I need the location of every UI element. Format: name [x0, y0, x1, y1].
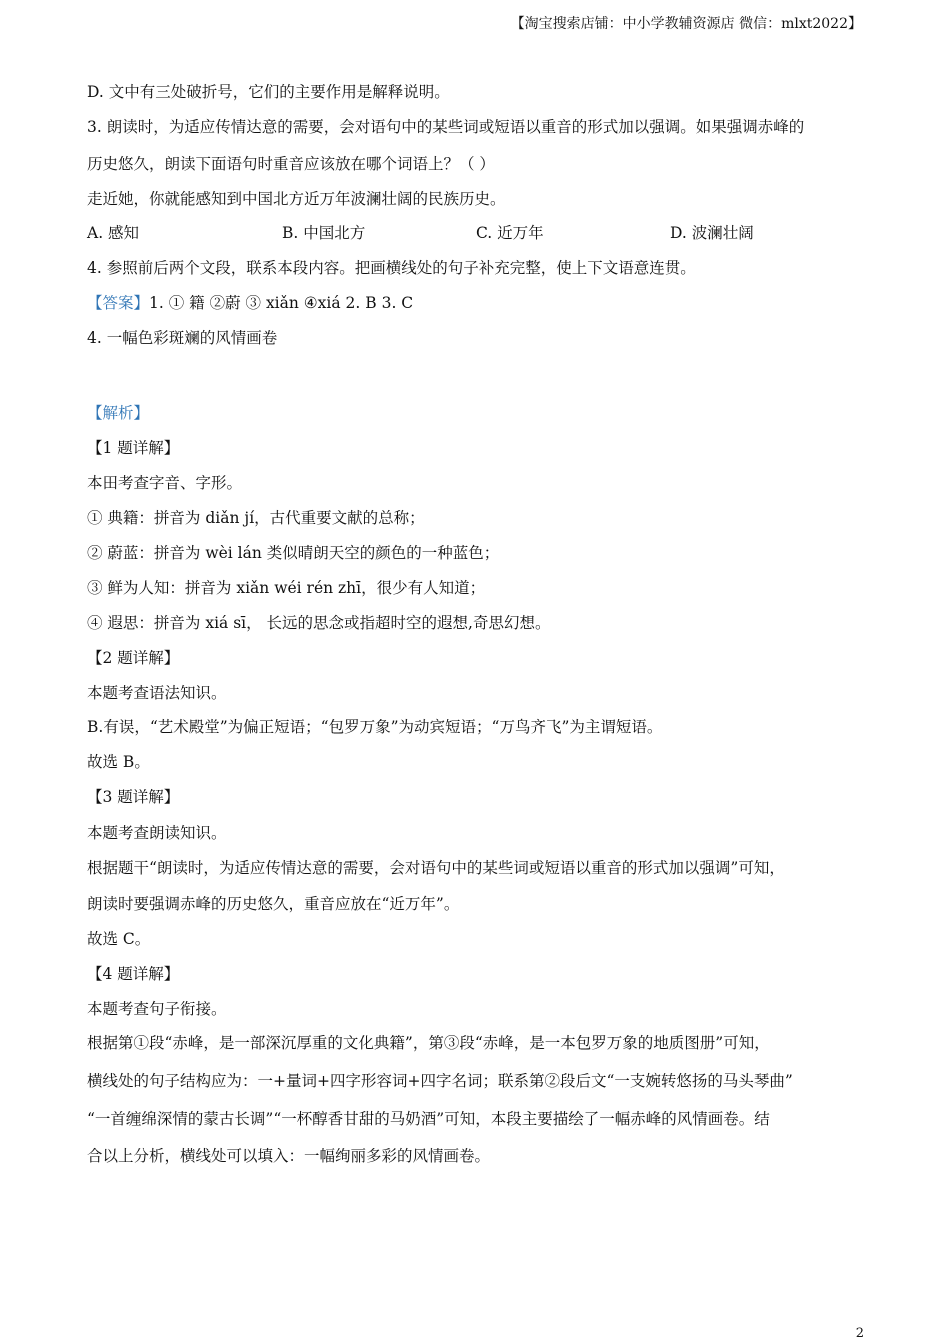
page-number: 2 — [855, 1326, 864, 1341]
answer-label: 【答案】 — [87, 294, 150, 312]
analysis-line: ④ 遐思：拼音为 xiá sī， 长远的思念或指超时空的遐想,奇思幻想。 — [87, 614, 551, 632]
analysis-label: 【解析】 — [87, 404, 150, 422]
analysis-line: ① 典籍：拼音为 diǎn jí，古代重要文献的总称； — [87, 509, 425, 527]
analysis-line: ③ 鲜为人知：拼音为 xiǎn wéi rén zhī，很少有人知道； — [87, 579, 486, 597]
answer-line — [87, 293, 860, 313]
analysis-line: 故选 B。 — [87, 753, 150, 771]
analysis-line: 【1 题详解】 — [87, 439, 180, 457]
question-3-stem-line2: 历史悠久，朗读下面语句时重音应该放在哪个词语上？（ ） — [87, 155, 495, 173]
question-3-sentence: 走近她，你就能感知到中国北方近万年波澜壮阔的民族历史。 — [87, 190, 506, 208]
analysis-line: 本题考查语法知识。 — [87, 684, 227, 702]
analysis-line: B.有误，“艺术殿堂”为偏正短语；“包罗万象”为动宾短语；“万鸟齐飞”为主谓短语。 — [87, 718, 663, 736]
analysis-line: 根据第①段“赤峰，是一部深沉厚重的文化典籍”，第③段“赤峰，是一本包罗万象的地质图册”可知， — [87, 1034, 770, 1052]
option-d: D. 波澜壮阔 — [670, 224, 754, 242]
analysis-line: 根据题干“朗读时，为适应传情达意的需要，会对语句中的某些词或短语以重音的形式加以强调”可知， — [87, 859, 785, 877]
analysis-line: 横线处的句子结构应为：一+量词+四字形容词+四字名词；联系第②段后文“一支婉转悠扬的马头琴曲” — [87, 1072, 793, 1090]
analysis-line: 【3 题详解】 — [87, 788, 180, 806]
analysis-line: 合以上分析，横线处可以填入：一幅绚丽多彩的风情画卷。 — [87, 1147, 491, 1165]
question-4-stem: 4. 参照前后两个文段，联系本段内容。把画横线处的句子补充完整，使上下文语意连贯。 — [87, 259, 696, 277]
analysis-line: 【2 题详解】 — [87, 649, 180, 667]
analysis-line: 本题考查句子衔接。 — [87, 1000, 227, 1018]
header-note: 【淘宝搜索店铺：中小学教辅资源店 微信：mlxt2022】 — [510, 16, 862, 32]
analysis-line: 本田考查字音、字形。 — [87, 474, 243, 492]
analysis-line: 朗读时要强调赤峰的历史悠久，重音应放在“近万年”。 — [87, 895, 460, 913]
answer-text: 1. ① 籍 ②蔚 ③ xiǎn ④xiá 2. B 3. C — [149, 294, 414, 312]
analysis-line: 故选 C。 — [87, 930, 151, 948]
question-3-stem-line1: 3. 朗读时，为适应传情达意的需要，会对语句中的某些词或短语以重音的形式加以强调。如果强调赤峰的 — [87, 118, 805, 136]
analysis-line: 【4 题详解】 — [87, 965, 180, 983]
option-b: B. 中国北方 — [282, 224, 366, 242]
option-c: C. 近万年 — [476, 224, 544, 242]
analysis-line: 本题考查朗读知识。 — [87, 824, 227, 842]
option-a: A. 感知 — [87, 224, 140, 242]
option-d-line: D. 文中有三处破折号，它们的主要作用是解释说明。 — [87, 83, 450, 101]
analysis-line: “一首缠绵深情的蒙古长调”“一杯醇香甘甜的马奶酒”可知，本段主要描绘了一幅赤峰的风情画卷。结 — [87, 1110, 770, 1128]
analysis-line: ② 蔚蓝：拼音为 wèi lán 类似晴朗天空的颜色的一种蓝色； — [87, 544, 500, 562]
answer-line-2: 4. 一幅色彩斑斓的风情画卷 — [87, 329, 278, 347]
